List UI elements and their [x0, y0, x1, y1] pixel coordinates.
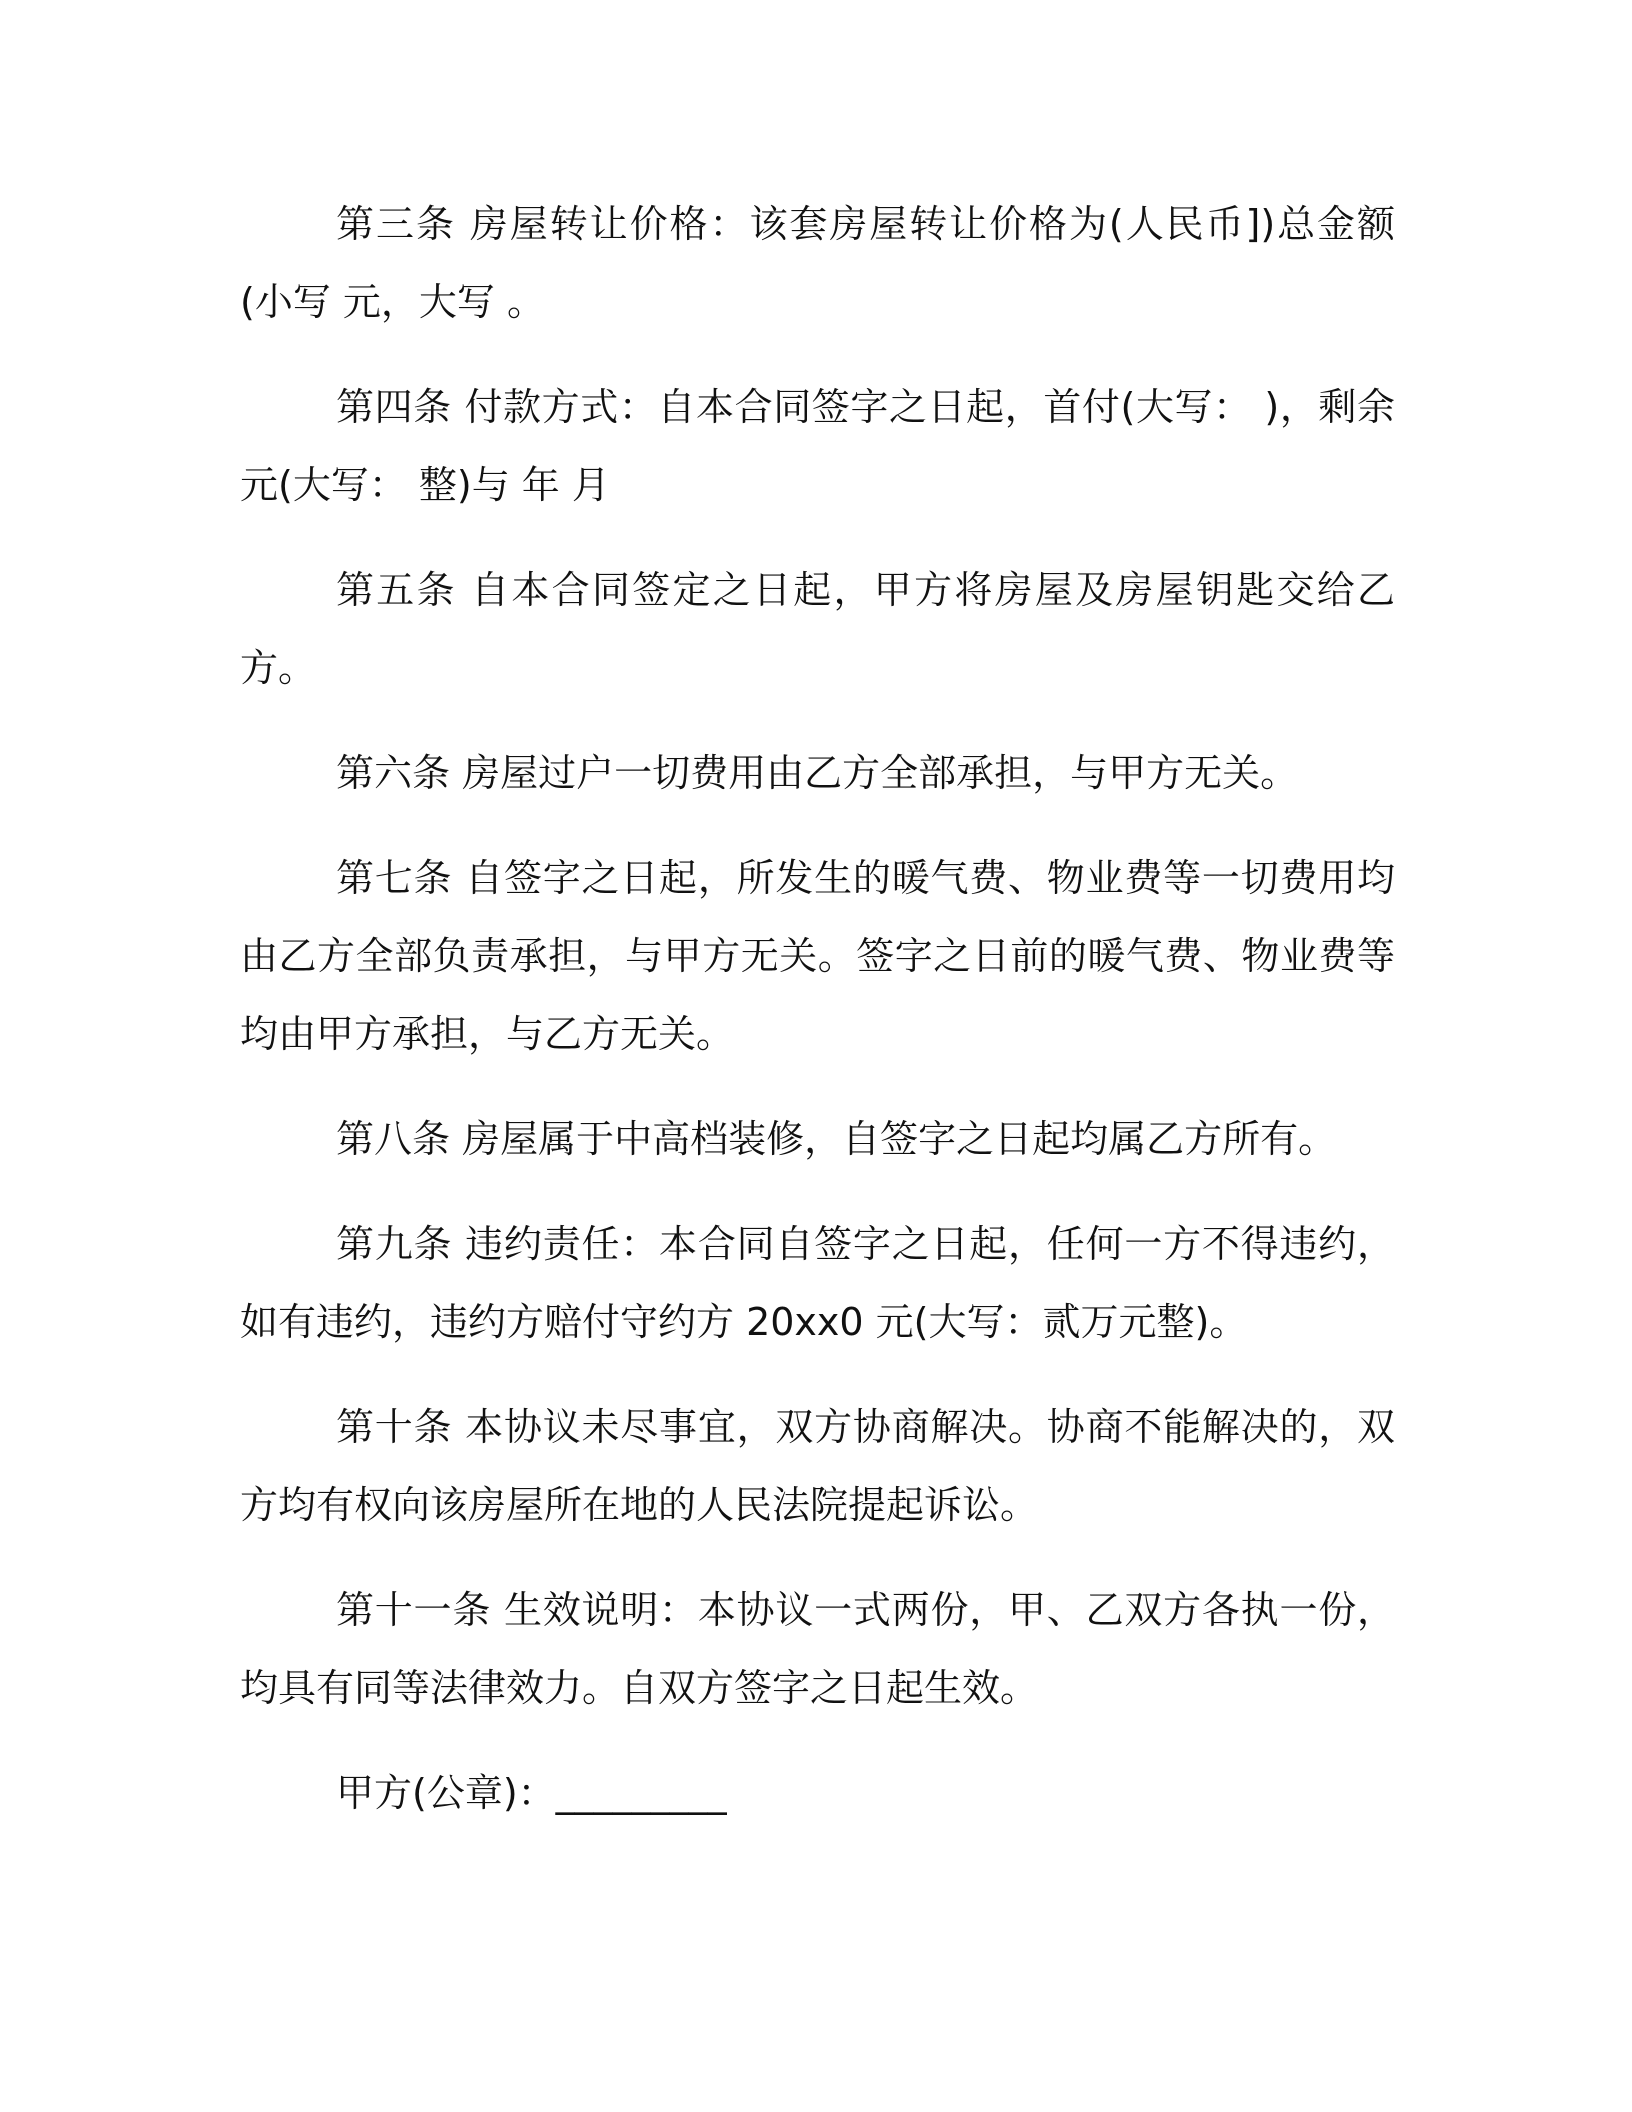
article-6: 第六条 房屋过户一切费用由乙方全部承担，与甲方无关。 — [336, 751, 1299, 795]
article-3: 第三条 房屋转让价格：该套房屋转让价格为(人民币])总金额(小写 元，大写 。 — [240, 202, 1395, 324]
article-9: 第九条 违约责任：本合同自签字之日起，任何一方不得违约，如有违约，违约方赔付守约方 20xx0 元(大写：贰万元整)。 — [240, 1222, 1395, 1344]
article-7: 第七条 自签字之日起，所发生的暖气费、物业费等一切费用均由乙方全部负责承担，与甲方无关。签字之日前的暖气费、物业费等均由甲方承担，与乙方无关。 — [240, 856, 1395, 1056]
article-11: 第十一条 生效说明：本协议一式两份，甲、乙双方各执一份，均具有同等法律效力。自双方签字之日起生效。 — [240, 1588, 1395, 1710]
article-5: 第五条 自本合同签定之日起，甲方将房屋及房屋钥匙交给乙方。 — [240, 568, 1395, 690]
article-8: 第八条 房屋属于中高档装修，自签字之日起均属乙方所有。 — [336, 1117, 1337, 1161]
document-body — [240, 185, 1395, 1832]
article-10: 第十条 本协议未尽事宜，双方协商解决。协商不能解决的，双方均有权向该房屋所在地的人民法院提起诉讼。 — [240, 1405, 1395, 1527]
party-a-signature-line: 甲方(公章)：_________ — [336, 1771, 727, 1815]
article-4: 第四条 付款方式：自本合同签字之日起，首付(大写： )，剩余 元(大写： 整)与 年 月 — [240, 385, 1395, 507]
